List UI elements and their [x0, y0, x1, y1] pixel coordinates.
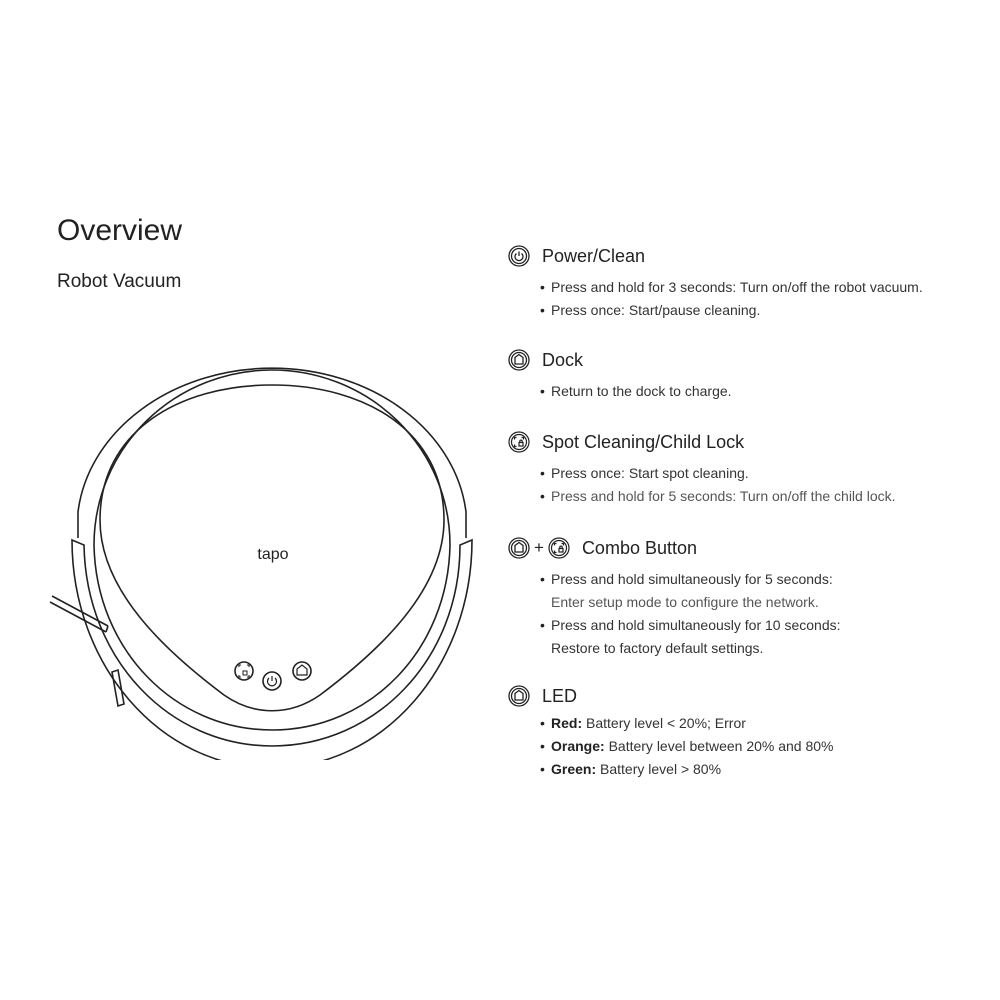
- section-title: Dock: [542, 349, 584, 370]
- section-combo-button: [508, 534, 988, 660]
- page-subtitle: Robot Vacuum: [57, 271, 182, 292]
- led-orange-item: [540, 735, 988, 758]
- section-led: [508, 682, 988, 781]
- led-text: Battery level between 20% and 80%: [604, 738, 834, 754]
- list-item: • Return to the dock to charge.: [540, 380, 988, 403]
- list-item-continuation: Enter setup mode to configure the network.: [551, 594, 819, 610]
- section-title: Power/Clean: [542, 245, 646, 266]
- led-green-item: [540, 758, 988, 781]
- tapo-logo: tapo: [257, 546, 289, 563]
- vacuum-side-brush-arm: [112, 670, 124, 706]
- vacuum-shell: [72, 540, 472, 760]
- led-label: Red:: [551, 715, 583, 731]
- list-item: • Press and hold for 5 seconds: Turn on/off the child lock.: [540, 485, 988, 508]
- vacuum-spot-lock-button: [235, 662, 253, 680]
- list-item-continuation: Restore to factory default settings.: [551, 640, 764, 656]
- section-title: Spot Cleaning/Child Lock: [542, 431, 745, 452]
- list-item: • Press once: Start spot cleaning.: [540, 462, 988, 485]
- spot-clean-lock-icon: [508, 431, 530, 453]
- robot-vacuum-illustration: [40, 340, 480, 760]
- page-title: Overview: [57, 214, 183, 247]
- plus-sign: +: [534, 538, 544, 557]
- led-text: Battery level > 80%: [596, 761, 722, 777]
- section-power-clean: [508, 242, 988, 322]
- vacuum-outer-bumper: [78, 368, 466, 538]
- section-title: LED: [542, 685, 578, 706]
- list-item: • Press once: Start/pause cleaning.: [540, 299, 988, 322]
- section-title: Combo Button: [581, 537, 698, 558]
- led-red-item: [540, 712, 988, 735]
- home-icon: [508, 349, 530, 371]
- vacuum-power-button: [263, 672, 281, 690]
- power-icon: [508, 245, 530, 267]
- led-label: Orange:: [551, 738, 605, 754]
- list-item: • Press and hold for 3 seconds: Turn on/off the robot vacuum.: [540, 276, 988, 299]
- list-item: • Press and hold simultaneously for 5 seconds:: [540, 568, 988, 591]
- spot-clean-lock-icon: [548, 537, 570, 559]
- led-label: Green:: [551, 761, 597, 777]
- home-icon: [508, 685, 530, 707]
- home-icon: [508, 537, 530, 559]
- section-spot-cleaning: [508, 428, 988, 508]
- list-item: • Press and hold simultaneously for 10 seconds:: [540, 614, 988, 637]
- section-dock: [508, 346, 988, 403]
- vacuum-dock-button: [293, 662, 311, 680]
- led-text: Battery level < 20%; Error: [582, 715, 746, 731]
